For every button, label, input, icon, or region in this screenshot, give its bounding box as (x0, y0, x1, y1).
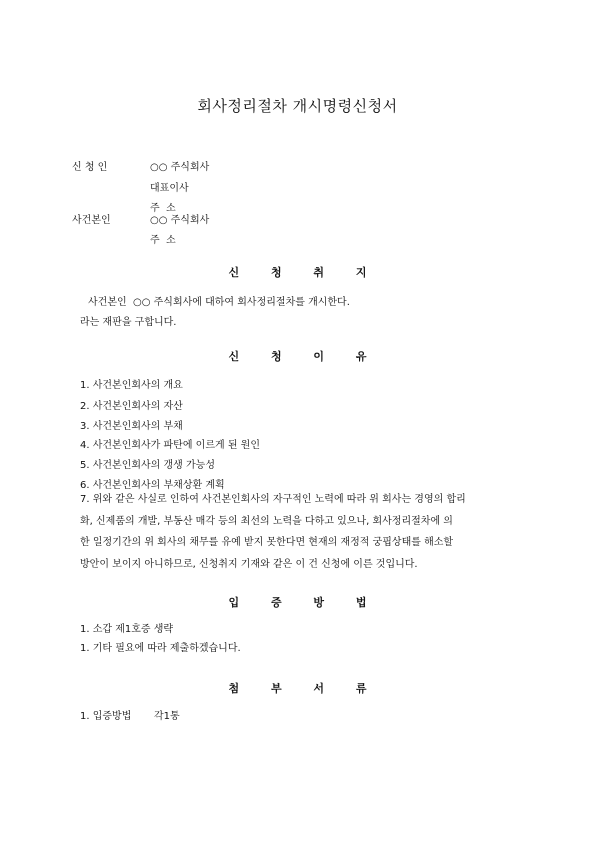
applicant-company: ○○ 주식회사 (150, 162, 210, 173)
reason-item: 2. 사건본인회사의 자산 (80, 401, 183, 412)
applicant-representative: 대표이사 (150, 183, 189, 194)
attachments-heading: 첨 부 서 류 (228, 682, 381, 695)
reason-item: 6. 사건본인회사의 부채상환 계획 (80, 480, 225, 491)
subject-address: 주 소 (150, 235, 176, 246)
purpose-line-2: 라는 재판을 구합니다. (80, 317, 177, 328)
reason-item-7 (80, 489, 520, 576)
reason-item: 4. 사건본인회사가 파탄에 이르게 된 원인 (80, 440, 260, 451)
evidence-item: 1. 기타 필요에 따라 제출하겠습니다. (80, 643, 241, 654)
reason-item: 3. 사건본인회사의 부채 (80, 421, 183, 432)
reason-7-line: 방안이 보이지 아니하므로, 신청취지 기재와 같은 이 건 신청에 이른 것입니다. (80, 559, 418, 571)
attachment-item-label: 1. 입증방법 (80, 711, 132, 722)
reason-item: 5. 사건본인회사의 갱생 가능성 (80, 460, 215, 471)
purpose-line-1: 사건본인 ○○ 주식회사에 대하여 회사정리절차를 개시한다. (88, 297, 350, 308)
document-title: 회사정리절차 개시명령신청서 (197, 97, 398, 115)
attachment-item-count: 각1통 (154, 711, 180, 722)
reason-7-line: 한 일정기간의 위 회사의 채무를 유예 받지 못한다면 현재의 재정적 궁핍상태를 해소할 (80, 537, 454, 549)
reason-7-line: 7. 위와 같은 사실로 인하여 사건본인회사의 자구적인 노력에 따라 위 회사는 경영의 합리 (80, 494, 466, 505)
reasons-heading: 신 청 이 유 (228, 350, 381, 363)
evidence-heading: 입 증 방 법 (228, 596, 381, 609)
evidence-item: 1. 소갑 제1호증 생략 (80, 624, 174, 635)
subject-label: 사건본인 (72, 215, 111, 226)
applicant-address: 주 소 (150, 203, 176, 214)
applicant-label: 신 청 인 (72, 162, 108, 173)
reason-item: 1. 사건본인회사의 개요 (80, 380, 183, 391)
reason-7-line: 화, 신제품의 개발, 부동산 매각 등의 최선의 노력을 다하고 있으나, 회사정리절차에 의 (80, 515, 453, 527)
subject-company: ○○ 주식회사 (150, 215, 210, 226)
purpose-heading: 신 청 취 지 (228, 266, 381, 279)
